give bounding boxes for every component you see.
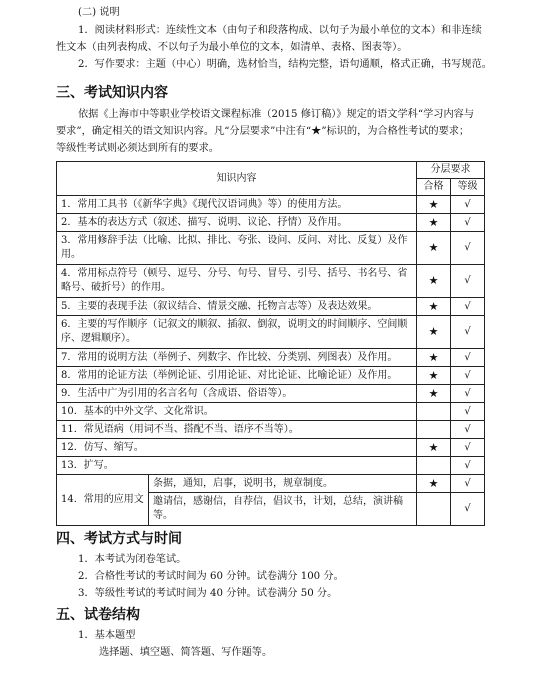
table-row	[57, 367, 485, 385]
row-text: 3．常用修辞手法（比喻、比拟、排比、夸张、设问、反问、对比、反复）及作用。	[57, 232, 417, 265]
table-row	[57, 265, 485, 298]
row-text: 7．常用的说明方法（举例子、列数字、作比较、分类别、列图表）及作用。	[57, 349, 417, 367]
row-14-sub-2: 邀请信，感谢信，自荐信，倡议书，计划，总结，演讲稿等。	[149, 493, 417, 526]
grade-tick: √	[451, 457, 485, 475]
table-row	[57, 385, 485, 403]
pass-star	[417, 493, 451, 526]
pass-star: ★	[417, 367, 451, 385]
row-text: 4．常用标点符号（顿号、逗号、分号、句号、冒号、引号、括号、书名号、省略号、破折号）的作用。	[57, 265, 417, 298]
row-text: 6．主要的写作顺序（记叙文的顺叙、插叙、倒叙，说明文的时间顺序、空间顺序、逻辑顺序）。	[57, 316, 417, 349]
grade-tick: √	[451, 493, 485, 526]
grade-tick: √	[451, 367, 485, 385]
section-5-heading: 五、试卷结构	[56, 607, 140, 623]
section-5-item-1-detail: 选择题、填空题、简答题、写作题等。	[99, 647, 273, 658]
table-row	[57, 421, 485, 439]
grade-tick: √	[451, 298, 485, 316]
row-text: 2．基本的表达方式（叙述、描写、说明、议论、抒情）及作用。	[57, 214, 417, 232]
table-row	[57, 298, 485, 316]
grade-tick: √	[451, 385, 485, 403]
grade-tick: √	[451, 439, 485, 457]
row-text: 11．常见语病（用词不当、搭配不当、语序不当等）。	[57, 421, 417, 439]
pass-star	[417, 421, 451, 439]
pass-star: ★	[417, 385, 451, 403]
section-3-heading: 三、考试知识内容	[56, 85, 168, 101]
sub-heading-explanation: (二) 说明	[78, 7, 120, 18]
section-5-item-1: 1．基本题型	[78, 630, 136, 641]
table-row	[57, 214, 485, 232]
header-knowledge-content: 知识内容	[57, 162, 417, 196]
row-text: 1．常用工具书（《新华字典》《现代汉语词典》等）的使用方法。	[57, 196, 417, 214]
pass-star	[417, 457, 451, 475]
table-header-row	[57, 162, 485, 179]
explanation-item-1-line-1: 1．阅读材料形式：连续性文本（由句子和段落构成、以句子为最小单位的文本）和非连续	[78, 25, 482, 36]
section-4-heading: 四、考试方式与时间	[56, 531, 182, 547]
header-grade: 等级	[451, 179, 485, 196]
grade-tick: √	[451, 265, 485, 298]
explanation-item-1-line-2: 性文本（由列表构成、不以句子为最小单位的文本，如清单、表格、图表等）。	[56, 42, 408, 53]
pass-star: ★	[417, 475, 451, 493]
pass-star: ★	[417, 214, 451, 232]
table-row	[57, 349, 485, 367]
pass-star: ★	[417, 349, 451, 367]
row-14-label: 14．常用的应用文	[57, 475, 149, 526]
table-row	[57, 196, 485, 214]
explanation-item-2: 2．写作要求：主题（中心）明确，选材恰当，结构完整，语句通顺，格式正确，书写规范。	[78, 59, 492, 70]
pass-star: ★	[417, 316, 451, 349]
table-row	[57, 232, 485, 265]
header-pass: 合格	[417, 179, 451, 196]
grade-tick: √	[451, 403, 485, 421]
row-text: 8．常用的论证方法（举例论证、引用论证、对比论证、比喻论证）及作用。	[57, 367, 417, 385]
table-row	[57, 403, 485, 421]
row-text: 5．主要的表现手法（叙议结合、情景交融、托物言志等）及表达效果。	[57, 298, 417, 316]
grade-tick: √	[451, 475, 485, 493]
section-3-para-line-3: 等级性考试则必须达到所有的要求。	[56, 143, 219, 154]
header-tier-requirements: 分层要求	[417, 162, 485, 179]
section-3-para-line-2: 要求”，确定相关的语文知识内容。凡“分层要求”中注有“★”标识的，为合格性考试的要求；	[56, 126, 470, 137]
table-row	[57, 439, 485, 457]
grade-tick: √	[451, 316, 485, 349]
grade-tick: √	[451, 421, 485, 439]
row-text: 12．仿写、缩写。	[57, 439, 417, 457]
knowledge-content-table	[56, 161, 485, 526]
pass-star: ★	[417, 232, 451, 265]
grade-tick: √	[451, 196, 485, 214]
grade-tick: √	[451, 232, 485, 265]
pass-star: ★	[417, 265, 451, 298]
row-text: 10．基本的中外文学、文化常识。	[57, 403, 417, 421]
table-row-14a	[57, 475, 485, 493]
grade-tick: √	[451, 214, 485, 232]
grade-tick: √	[451, 349, 485, 367]
table-row	[57, 316, 485, 349]
pass-star: ★	[417, 298, 451, 316]
table-row	[57, 457, 485, 475]
section-4-item-3: 3．等级性考试的考试时间为 40 分钟。试卷满分 50 分。	[78, 588, 338, 599]
section-4-item-2: 2．合格性考试的考试时间为 60 分钟。试卷满分 100 分。	[78, 571, 344, 582]
row-14-sub-1: 条据，通知，启事，说明书，规章制度。	[149, 475, 417, 493]
row-text: 13．扩写。	[57, 457, 417, 475]
pass-star: ★	[417, 196, 451, 214]
pass-star	[417, 403, 451, 421]
section-3-para-line-1: 依据《上海市中等职业学校语文课程标准（2015 修订稿）》规定的语文学科“学习内容与	[78, 109, 475, 120]
row-text: 9．生活中广为引用的名言名句（含成语、俗语等）。	[57, 385, 417, 403]
section-4-item-1: 1．本考试为闭卷笔试。	[78, 554, 187, 565]
pass-star: ★	[417, 439, 451, 457]
